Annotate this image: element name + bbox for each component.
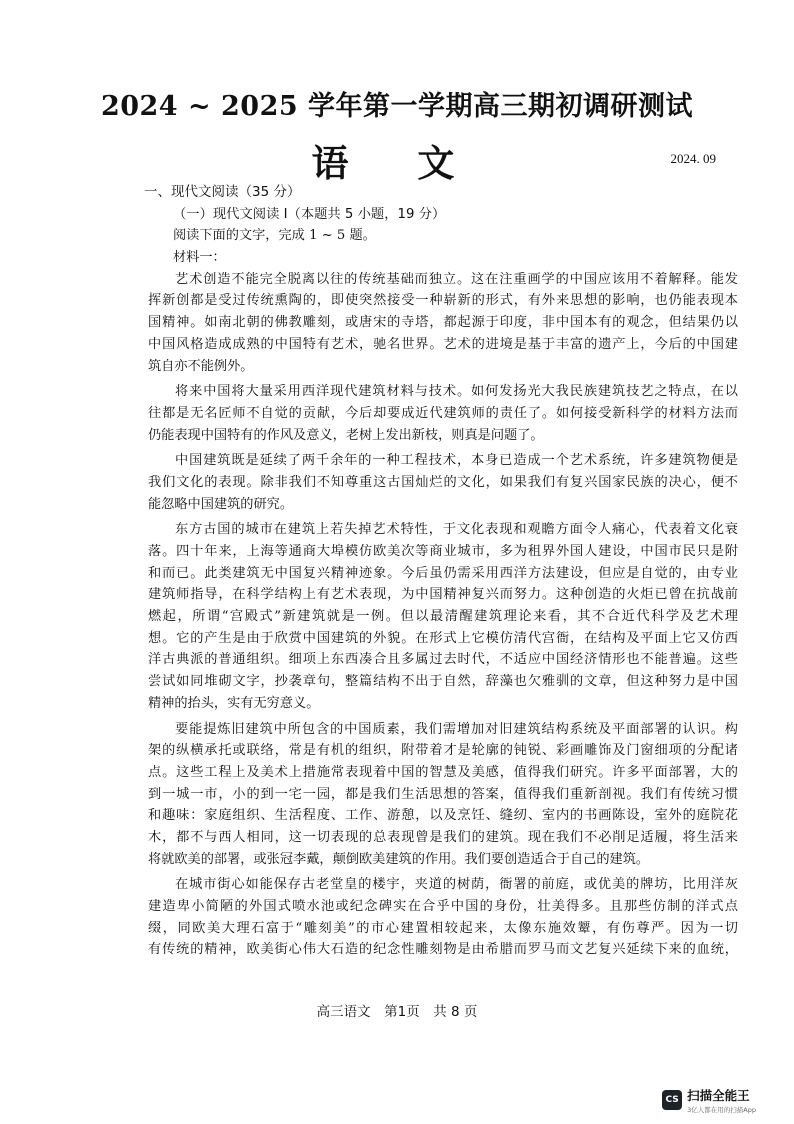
passage-line: 我们文化的表现。除非我们不知尊重这古国灿烂的文化，如果我们有复兴国家民族的决心，便不 (148, 474, 738, 490)
passage-line: 架的纵横承托或联络，常是有机的组织，附带着才是轮廓的钝锐、彩画雕饰及门窗细项的分配诸 (148, 743, 738, 759)
passage-line: 筑自亦不能例外。 (148, 358, 254, 374)
watermark-app-name: 扫描全能王 (687, 1088, 750, 1103)
paragraph (148, 269, 738, 377)
passage-line: 燃起，所谓“宫殿式”新建筑就是一例。但以最清醒建筑理论来看，其不合近代科学及艺术理 (148, 609, 738, 625)
passage-line: 有传统的精神，欧美街心伟大石造的纪念性雕刻物是由希腊而罗马而文艺复兴延续下来的血统， (148, 942, 738, 958)
exam-date: 2024. 09 (670, 151, 716, 166)
passage-line: 和趣味：家庭组织、生活程度、工作、游憩，以及烹饪、缝纫、室内的书画陈设，室外的庭院花 (148, 808, 738, 824)
material-label: 材料一： (173, 250, 226, 266)
passage-line: 缀，同欧美大理石富于“雕刻美”的市心建置相较起来，太像东施效颦，有伤尊严。因为一切 (148, 920, 738, 936)
passage-line: 建筑师指导，在科学结构上有艺术表现，为中国精神复兴而努力。这种创造的火炬已曾在抗战前 (148, 587, 738, 603)
passage-line: 洋古典派的普通组织。细项上东西凑合且多属过去时代，不适应中国经济情形也不能普遍。这些 (148, 652, 738, 668)
passage (148, 269, 738, 961)
scanner-watermark (662, 1086, 756, 1114)
passage-line: 落。四十年来，上海等通商大埠模仿欧美次等商业城市，多为租界外国人建设，中国市民只是附 (148, 544, 738, 559)
passage-line: 往都是无名匠师不自觉的贡献，今后却要成近代建筑师的责任了。如何接受新科学的材料方法而 (148, 405, 738, 421)
passage-line: 能忽略中国建筑的研究。 (148, 496, 294, 512)
exam-title: 2024 ~ 2025 学年第一学期高三期初调研测试 (100, 91, 694, 122)
paragraph (148, 381, 738, 446)
paragraph (148, 519, 738, 714)
paragraph (148, 719, 738, 871)
watermark-tagline: 3亿人都在用的扫描App (687, 1106, 756, 1114)
passage-line: 将就欧美的部署，或张冠李戴，颠倒欧美建筑的作用。我们要创造适合于自己的建筑。 (148, 851, 650, 867)
subsection-heading: （一）现代文阅读 I（本题共 5 小题，19 分） (173, 206, 446, 222)
camscanner-logo-icon: CS (662, 1090, 682, 1110)
passage-line: 中国建筑既是延续了两千余年的一种工程技术，本身已造成一个艺术系统，许多建筑物便是 (175, 453, 738, 469)
passage-line: 挥新创都是受过传统熏陶的，即使突然接受一种崭新的形式，有外来思想的影响，也仍能表现本 (148, 293, 738, 309)
paragraph (148, 450, 738, 515)
passage-line: 中国风格造成成熟的中国特有艺术，驰名世界。艺术的进境是基于丰富的遗产上，今后的中国建 (148, 336, 738, 352)
passage-line: 要能提炼旧建筑中所包含的中国质素，我们需增加对旧建筑结构系统及平面部署的认识。构 (175, 721, 738, 737)
passage-line: 想。它的产生是由于欣赏中国建筑的外貌。在形式上它模仿清代宫衙，在结构及平面上它又仿西 (148, 630, 738, 646)
passage-line: 到一城一市，小的到一宅一园，都是我们生活思想的答案，值得我们重新剖视。我们有传统习惯 (148, 786, 738, 802)
passage-line: 建造卑小简陋的外国式喷水池或纪念碑实在合乎中国的身份，壮美得多。且那些仿制的洋式点 (148, 899, 738, 914)
passage-line: 和而已。此类建筑无中国复兴精神迹象。今后虽仍需采用西洋方法建设，但应是自觉的，由专业 (148, 565, 738, 581)
passage-line: 尝试如同堆砌文字，抄袭章句，整篇结构不出于自然，辞藻也欠雅驯的文章，但这种努力是中国 (148, 674, 738, 690)
passage-line: 东方古国的城市在建筑上若失掉艺术特性，于文化表现和观瞻方面令人痛心，代表着文化衰 (175, 522, 738, 538)
passage-line: 精神的抬头，实有无穷意义。 (148, 695, 320, 711)
passage-line: 国精神。如南北朝的佛教雕刻，或唐宋的寺塔，都起源于印度，非中国本有的观念，但结果仍以 (148, 315, 738, 331)
exam-content (144, 182, 738, 961)
page-footer: 高三语文 第1页 共 8 页 (316, 1004, 478, 1020)
passage-line: 点。这些工程上及美术上措施常表现着中国的智慧及美感，值得我们研究。许多平面部署，大的 (148, 764, 738, 780)
subject-heading: 语 文 (311, 141, 483, 185)
passage-line: 木，都不与西人相同，这一切表现的总表现曾是我们的建筑。现在我们不必削足适履，将生活来 (148, 829, 738, 845)
reading-instruction: 阅读下面的文字，完成 1 ~ 5 题。 (173, 228, 376, 244)
passage-line: 在城市街心如能保存古老堂皇的楼宇，夹道的树荫，衙署的前庭，或优美的牌坊，比用洋灰 (175, 877, 738, 893)
section-heading: 一、现代文阅读（35 分） (144, 184, 301, 200)
paragraph (148, 874, 738, 961)
passage-line: 将来中国将大量采用西洋现代建筑材料与技术。如何发扬光大我民族建筑技艺之特点，在以 (175, 384, 738, 400)
passage-line: 仍能表现中国特有的作风及意义，老树上发出新枝，则真是问题了。 (148, 427, 544, 443)
passage-line: 艺术创造不能完全脱离以往的传统基础而独立。这在注重画学的中国应该用不着解释。能发 (175, 271, 738, 287)
